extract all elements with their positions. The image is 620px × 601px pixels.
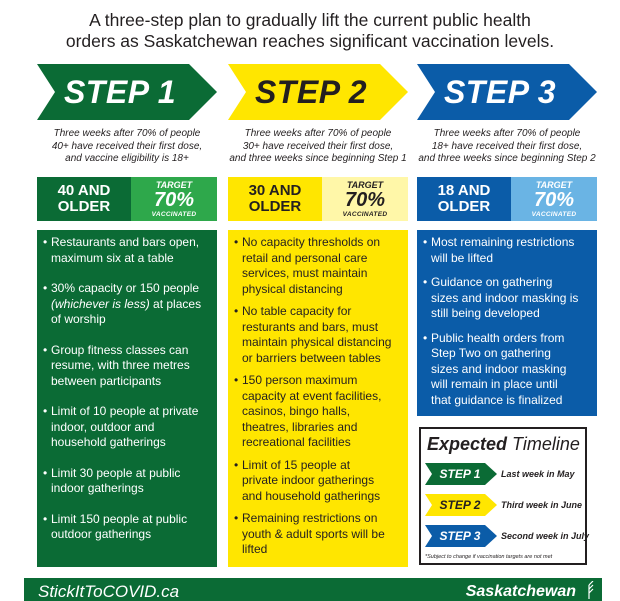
age-line: 30 AND [248, 182, 302, 199]
wheat-logo-icon [582, 581, 596, 599]
step-3-age-group [417, 177, 511, 221]
step-1-restrictions-panel [37, 230, 217, 567]
bullet-line: • 30% capacity or 150 people [51, 281, 200, 295]
step-1-chevron [37, 64, 217, 120]
target-label: TARGET [535, 179, 573, 190]
bullet-line: • Restaurants and bars open, [51, 235, 200, 249]
criteria-line: and three weeks since beginning Step 2 [418, 153, 596, 164]
step-2-age-group [228, 177, 322, 221]
bullet-line: indoor, outdoor and [51, 419, 155, 434]
headline-line-1: A three-step plan to gradually lift the current public health [89, 10, 531, 30]
bullet-line: (whichever is less) at places [51, 296, 202, 311]
bullet-line: youth & adult sports will be [242, 526, 385, 541]
step-2-bullet-list [234, 235, 403, 558]
bullet-line: Step Two on gathering [431, 346, 551, 360]
restriction-bullet [43, 343, 212, 390]
step-1-bullet-list [43, 235, 212, 543]
bullet-line: or barriers between tables [242, 350, 381, 365]
step-3-column [417, 64, 597, 221]
step-2-chevron [228, 64, 408, 120]
target-label: TARGET [155, 179, 193, 190]
bullet-line: indoor gatherings [51, 481, 144, 495]
bullet-line: retail and personal care [242, 250, 368, 265]
timeline-date: Last week in May [501, 469, 575, 479]
expected-timeline-box [419, 427, 590, 565]
restriction-bullet [234, 458, 403, 505]
bullet-line: • No table capacity for [242, 304, 352, 318]
bullet-line: will remain in place until [431, 377, 558, 391]
restriction-bullet [423, 235, 592, 266]
bullet-line: • 150 person maximum [242, 373, 358, 387]
target-sub: VACCINATED [151, 210, 197, 218]
bullet-line: services, must maintain [242, 266, 368, 280]
bullet-line: casinos, bingo halls, [242, 404, 351, 418]
bullet-line: • Group fitness classes can [51, 342, 189, 357]
step-2-column [228, 64, 408, 221]
restriction-bullet [43, 512, 212, 543]
timeline-row-step-2 [425, 494, 585, 516]
bullet-line: resume, with three metres [51, 358, 190, 372]
age-line: 40 AND [57, 182, 111, 199]
target-sub: VACCINATED [342, 210, 388, 218]
timeline-date: Third week in June [501, 500, 583, 510]
timeline-title-rest: Timeline [507, 434, 580, 454]
bullet-line: • Remaining restrictions on [242, 511, 378, 525]
restriction-bullet [234, 304, 403, 366]
bullet-line: will be lifted [431, 250, 494, 265]
target-value: 70% [153, 188, 195, 211]
restriction-bullet [43, 404, 212, 451]
timeline-note: *Subject to change if vaccination targets are not met [425, 554, 553, 560]
step-3-age-target [417, 177, 597, 221]
bullet-line: resturants and bars, must [242, 319, 379, 334]
bullet-line: capacity at event facilities, [242, 388, 382, 403]
step-2-target [322, 177, 408, 221]
bullet-line: private indoor gatherings [242, 473, 375, 487]
bullet-line: still being developed [431, 306, 540, 320]
criteria-line: 30+ have received their first dose, [242, 140, 394, 152]
bullet-line: • Limit of 15 people at [242, 457, 351, 472]
step-1-column [37, 64, 217, 221]
bullet-line: • Limit of 10 people at private [51, 404, 199, 418]
bullet-line: • Limit 30 people at public [51, 465, 181, 480]
footer-bar [24, 578, 602, 601]
emphasis-text: (whichever is less) [51, 296, 150, 311]
restriction-bullet [43, 235, 212, 266]
bullet-line: maximum six at a table [51, 250, 174, 265]
age-line: 18 AND [437, 182, 491, 199]
timeline-row-step-3 [425, 525, 590, 547]
step-3-bullet-list [423, 235, 592, 408]
criteria-line: Three weeks after 70% of people [433, 128, 581, 139]
step-1-criteria [37, 128, 217, 170]
timeline-title-bold: Expected [427, 434, 508, 454]
bullet-line: that guidance is finalized [431, 392, 563, 407]
timeline-date: Second week in July [501, 531, 590, 541]
bullet-line: physical distancing [242, 281, 343, 296]
criteria-line: Three weeks after 70% of people [53, 128, 201, 139]
age-line: OLDER [57, 198, 111, 215]
criteria-line: Three weeks after 70% of people [244, 128, 392, 139]
bullet-line: • No capacity thresholds on [242, 235, 381, 249]
restriction-bullet [234, 511, 403, 558]
headline [0, 10, 620, 52]
bullet-line: outdoor gatherings [51, 527, 152, 541]
target-sub: VACCINATED [531, 210, 577, 218]
bullet-line: theatres, libraries and [242, 419, 358, 434]
restriction-bullet [234, 235, 403, 297]
restriction-bullet [43, 281, 212, 328]
headline-line-2: orders as Saskatchewan reaches significant vaccination levels. [65, 31, 555, 51]
criteria-line: and vaccine eligibility is 18+ [65, 153, 189, 164]
bullet-line: sizes and indoor masking [431, 361, 567, 376]
age-line: OLDER [437, 198, 491, 215]
bullet-line: • Public health orders from [431, 330, 565, 345]
step-1-target [131, 177, 217, 221]
step-2-age-target [228, 177, 408, 221]
footer-website-link[interactable]: StickItToCOVID.ca [38, 582, 180, 601]
restriction-bullet [423, 331, 592, 409]
timeline-row-step-1 [425, 463, 585, 485]
step-1-age-group [37, 177, 131, 221]
bullet-line: and household gatherings [242, 488, 381, 503]
age-line: OLDER [248, 198, 302, 215]
target-value: 70% [344, 188, 386, 211]
step-3-restrictions-panel [417, 230, 597, 416]
criteria-line: 18+ have received their first dose, [431, 140, 583, 152]
timeline-step-label: STEP 2 [439, 498, 481, 512]
criteria-line: and three weeks since beginning Step 1 [229, 153, 407, 164]
step-2-label: STEP 2 [254, 74, 368, 110]
bullet-line: recreational facilities [242, 435, 351, 449]
bullet-line: maintain physical distancing [242, 335, 392, 349]
bullet-line: lifted [242, 542, 268, 556]
step-1-age-target [37, 177, 217, 221]
restriction-bullet [234, 373, 403, 451]
bullet-line: of worship [51, 312, 106, 326]
step-3-label: STEP 3 [443, 74, 557, 110]
restriction-bullet [43, 466, 212, 497]
timeline-step-label: STEP 1 [439, 467, 481, 481]
timeline-title [427, 433, 580, 455]
step-2-criteria [228, 128, 408, 170]
target-label: TARGET [346, 179, 384, 190]
step-3-target [511, 177, 597, 221]
bullet-line: • Limit 150 people at public [51, 511, 188, 526]
bullet-line: between participants [51, 373, 162, 388]
step-3-chevron [417, 64, 597, 120]
bullet-line: • Most remaining restrictions [431, 235, 575, 249]
bullet-line: household gatherings [51, 435, 166, 449]
timeline-step-label: STEP 3 [439, 529, 481, 543]
criteria-line: 40+ have received their first dose, [51, 140, 203, 152]
restriction-bullet [423, 275, 592, 322]
target-value: 70% [533, 188, 575, 211]
step-2-restrictions-panel [228, 230, 408, 567]
bullet-line: sizes and indoor masking is [431, 290, 579, 305]
bullet-line: • Guidance on gathering [431, 275, 553, 289]
step-3-criteria [417, 128, 597, 170]
step-1-label: STEP 1 [63, 74, 177, 110]
footer-saskatchewan-logo-text: Saskatchewan [465, 583, 576, 600]
